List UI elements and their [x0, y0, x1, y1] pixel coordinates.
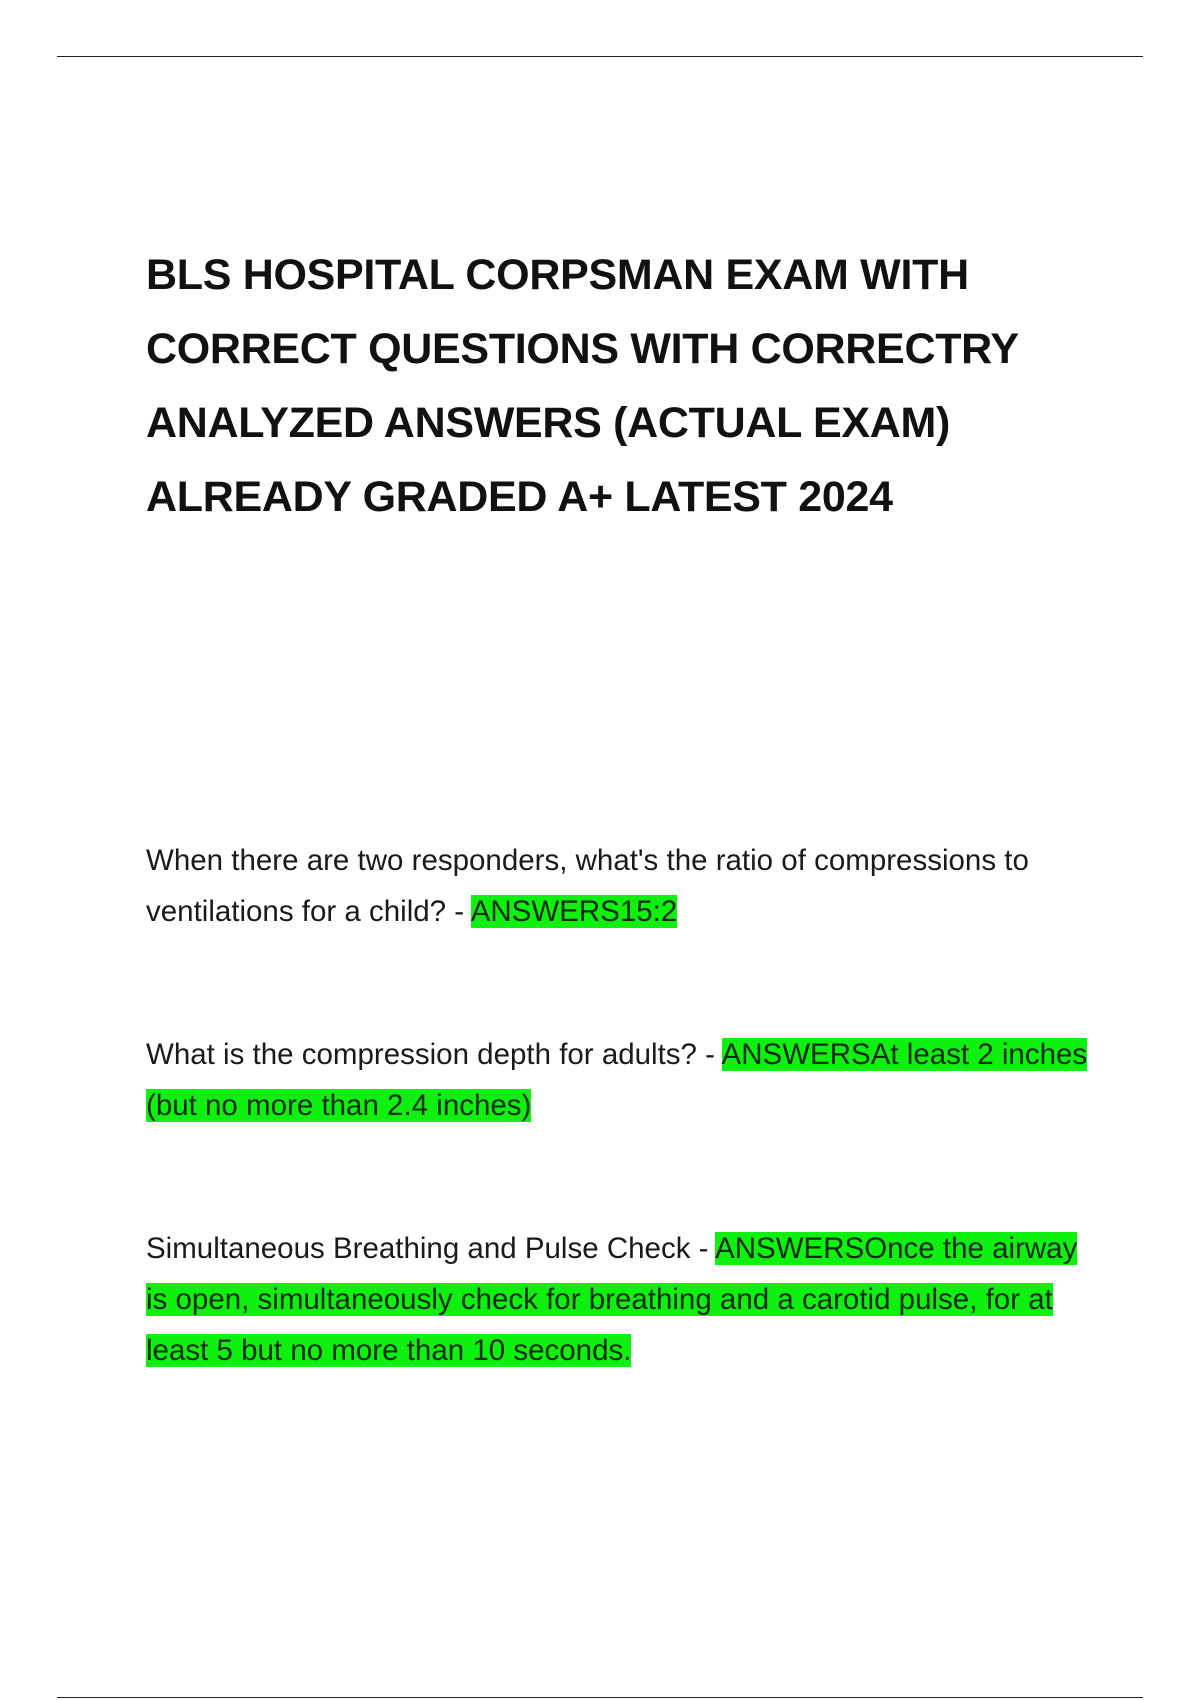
question-text: When there are two responders, what's the ratio of compressions to ventilations for a child? -	[146, 844, 1029, 928]
answer-highlight: ANSWERSOnce the airway is open, simultaneously check for breathing and a carotid pulse, for at least 5 but no more than 10 seconds.	[146, 1232, 1078, 1367]
question-text: Simultaneous Breathing and Pulse Check -	[146, 1232, 716, 1265]
question-item	[146, 1029, 1106, 1131]
question-item	[146, 835, 1106, 937]
question-item	[146, 1223, 1106, 1376]
answer-highlight: ANSWERS15:2	[470, 895, 678, 928]
footer-rule	[57, 1697, 1143, 1698]
document-title: BLS HOSPITAL CORPSMAN EXAM WITH CORRECT QUESTIONS WITH CORRECTRY ANALYZED ANSWERS (ACTUAL EXAM) ALREADY GRADED A+ LATEST 2024	[146, 251, 1018, 521]
answer-highlight: ANSWERSAt least 2 inches (but no more than 2.4 inches)	[146, 1038, 1088, 1122]
header-rule	[57, 56, 1143, 57]
question-text: What is the compression depth for adults? -	[146, 1038, 722, 1071]
